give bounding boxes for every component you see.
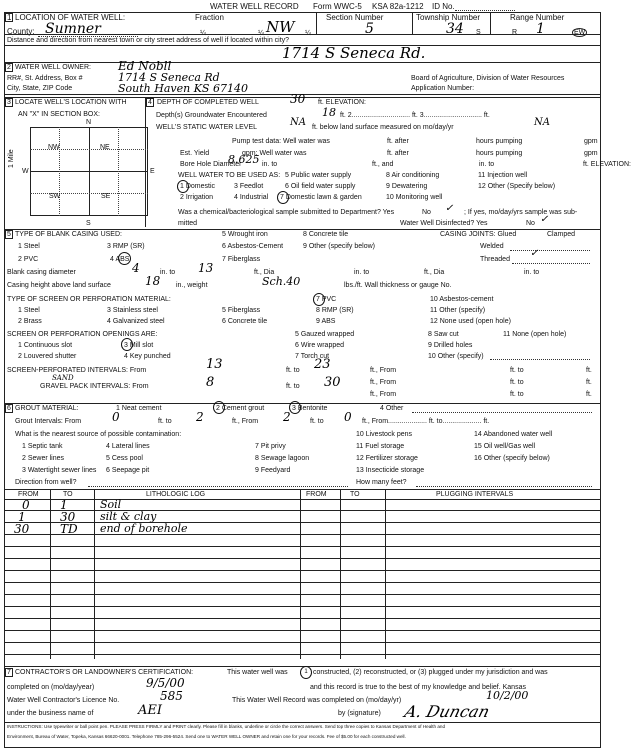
grout-1[interactable]: 1 Neat cement: [116, 405, 162, 412]
screen-6[interactable]: 6 Concrete tile: [222, 318, 268, 325]
quarter-2: ¼: [258, 30, 264, 37]
log-row-2-to[interactable]: 30: [60, 510, 76, 524]
weight-value[interactable]: Sch.40: [262, 275, 301, 288]
yield-after: ft. after: [387, 150, 409, 157]
yield-mid: gpm: Well water was: [242, 150, 307, 157]
log-row: [4, 595, 601, 607]
opening-11[interactable]: 11 None (open hole): [503, 331, 567, 338]
township-suffix: S: [476, 29, 481, 36]
diameter-in-to: in. to: [160, 269, 176, 276]
screen-to-value[interactable]: 23: [314, 357, 331, 372]
yield-hours: hours pumping: [476, 150, 523, 157]
diameter-to-value[interactable]: 13: [198, 261, 214, 275]
casing-6[interactable]: 6 Asbestos-Cement: [222, 243, 284, 250]
use-1[interactable]: 1 Domestic: [180, 183, 216, 190]
depth-label: DEPTH OF COMPLETED WELL: [157, 99, 259, 106]
diameter-ft-dia-2: ft., Dia: [424, 269, 445, 276]
screen-11[interactable]: 11 Other (specify): [430, 307, 486, 314]
screen-ft-to-3: ft. to: [510, 379, 524, 386]
board-label: Board of Agriculture, Division of Water Resources: [411, 75, 565, 82]
log-row: [4, 583, 601, 595]
contam-9[interactable]: 9 Feedyard: [255, 467, 291, 474]
log-row: [4, 571, 601, 583]
instructions-line-1: INSTRUCTIONS: Use typewriter or ball point pen. PLEASE PRESS FIRMLY and PRINT clearly. Please fill in blanks, underline or circle the correct answers. Send top three copies to Kansas Department of Health and: [7, 724, 446, 729]
location-label: LOCATION OF WATER WELL:: [15, 13, 126, 22]
use-11[interactable]: 11 Injection well: [478, 172, 528, 179]
static-level-label: WELL'S STATIC WATER LEVEL: [156, 124, 258, 131]
log-row: [4, 499, 601, 511]
screen-from-value[interactable]: 13: [206, 357, 223, 372]
diameter-label: Blank casing diameter: [7, 269, 76, 276]
groundwater-label: Depth(s) Groundwater Encountered: [156, 112, 267, 119]
contam-14[interactable]: 14 Abandoned water well: [474, 431, 553, 438]
screen-4[interactable]: 4 Galvanized steel: [107, 318, 165, 325]
bore-in-to-2: in. to: [479, 161, 495, 168]
casing-5[interactable]: 5 Wrought iron: [222, 231, 268, 238]
casing-1[interactable]: 1 Steel: [18, 243, 40, 250]
static-level-value[interactable]: NA: [290, 117, 306, 128]
lithologic-header: LITHOLOGIC LOG: [146, 491, 206, 498]
grout-intervals-label: Grout Intervals: From: [15, 418, 82, 425]
section-6-number: 6: [7, 405, 11, 412]
grout-ft-to-2: ft. to: [310, 418, 324, 425]
log-to-header-2: TO: [350, 491, 360, 498]
screen-intervals-label: SCREEN-PERFORATED INTERVALS: From: [7, 367, 147, 374]
log-row: [4, 619, 601, 631]
gravel-to-value[interactable]: 30: [324, 375, 341, 390]
bore-value[interactable]: 8.625: [228, 153, 260, 166]
joints-label: CASING JOINTS: Glued: [440, 231, 517, 238]
grout-ft-from-2: ft., From.................... ft. to.................... ft.: [362, 418, 490, 425]
certification-text-2: constructed, (2) reconstructed, or (3) plugged under my jurisdiction and was: [313, 669, 548, 676]
gravel-ft-to-2: ft. to: [510, 391, 524, 398]
log-row-3-to[interactable]: TD: [60, 522, 78, 536]
chem-mitted: mitted: [178, 220, 198, 227]
grout-ft-from-1: ft., From: [232, 418, 259, 425]
opening-5[interactable]: 5 Gauzed wrapped: [295, 331, 355, 338]
casing-label: TYPE OF BLANK CASING USED:: [15, 231, 122, 238]
range-value[interactable]: 1: [536, 21, 545, 37]
gravel-ft-to: ft. to: [286, 383, 300, 390]
joints-clamped[interactable]: Clamped: [547, 231, 576, 238]
record-value[interactable]: 10/2/00: [486, 689, 529, 702]
log-row-2-from[interactable]: 1: [18, 510, 26, 524]
contamination-question: What is the nearest source of possible contamination:: [15, 431, 182, 438]
quadrant-ne: NE: [100, 144, 110, 151]
screen-ft-end-2: ft.: [586, 379, 592, 386]
screen-ft-end: ft.: [586, 367, 592, 374]
grout-from-2[interactable]: 2: [283, 410, 291, 424]
quadrant-se: SE: [101, 193, 111, 200]
contam-2[interactable]: 2 Sewer lines: [22, 455, 65, 462]
log-row: [4, 559, 601, 571]
opening-3-circle: [121, 338, 133, 351]
opening-7[interactable]: 7 Torch cut: [295, 353, 330, 360]
groundwater-dots: ft. 2.............................. ft. 3.............................. ft.: [340, 112, 490, 119]
joints-threaded[interactable]: Threaded: [480, 256, 510, 263]
casing-3[interactable]: 3 RMP (SR): [107, 243, 145, 250]
contam-12[interactable]: 12 Fertilizer storage: [356, 455, 418, 462]
yield-gpm: gpm: [584, 150, 598, 157]
opening-3[interactable]: 3 Mill slot: [124, 342, 154, 349]
instructions-line-2: Environment, Bureau of Water, Topeka, Kansas 66620-0001. Telephone 785-296-5524. Send one to WATER WELL OWNER and retain one for your records. Fee of $5.00 for each constructed well.: [7, 734, 406, 739]
business-value[interactable]: AEI: [138, 703, 163, 718]
use-8[interactable]: 8 Air conditioning: [386, 172, 440, 179]
id-label: ID No.: [432, 2, 455, 11]
use-1-circle: [177, 180, 189, 193]
contam-6[interactable]: 6 Seepage pit: [106, 467, 150, 474]
gravel-intervals-label: GRAVEL PACK INTERVALS: From: [40, 383, 149, 390]
pump-hours: hours pumping: [476, 138, 523, 145]
screen-3[interactable]: 3 Stainless steel: [107, 307, 158, 314]
chem-no[interactable]: No: [422, 209, 431, 216]
screen-2[interactable]: 2 Brass: [18, 318, 42, 325]
certification-text-1: This water well was: [227, 669, 288, 676]
log-row-1-to[interactable]: 1: [60, 498, 68, 512]
certification-label: CONTRACTOR'S OR LANDOWNER'S CERTIFICATION:: [15, 669, 194, 676]
locate-label: LOCATE WELL'S LOCATION WITH: [15, 99, 127, 106]
screen-8[interactable]: 8 RMP (SR): [316, 307, 354, 314]
range-prefix: R: [512, 29, 518, 36]
grout-to-1[interactable]: 2: [196, 410, 204, 424]
county-label: County:: [7, 27, 35, 36]
contam-1[interactable]: 1 Septic tank: [22, 443, 63, 450]
grout-4[interactable]: 4 Other: [380, 405, 404, 412]
gravel-ft-from: ft., From: [370, 391, 397, 398]
distance-value[interactable]: 1714 S Seneca Rd.: [282, 44, 426, 62]
section-3-number: 3: [7, 99, 11, 106]
section-5-number: 5: [7, 231, 11, 238]
log-row: [4, 631, 601, 643]
contam-7[interactable]: 7 Pit privy: [255, 443, 286, 450]
use-12[interactable]: 12 Other (Specify below): [478, 183, 556, 190]
log-row-1-desc[interactable]: Soil: [100, 498, 122, 511]
casing-9[interactable]: 9 Other (specify below): [303, 243, 375, 250]
grout-2-circle: [213, 401, 225, 414]
screen-ft-from: ft., From: [370, 367, 397, 374]
log-row: [4, 643, 601, 655]
height-in-weight: in., weight: [176, 282, 208, 289]
owner-name[interactable]: Ed Nobll: [118, 59, 172, 73]
screen-label: TYPE OF SCREEN OR PERFORATION MATERIAL:: [7, 296, 171, 303]
grout-from-1[interactable]: 0: [112, 410, 120, 424]
screen-9[interactable]: 9 ABS: [316, 318, 336, 325]
elevation-label: ft. ELEVATION:: [318, 99, 366, 106]
depth-value[interactable]: 30: [290, 92, 306, 106]
completed-label: completed on (mo/day/year): [7, 684, 95, 691]
section-2-number: 2: [7, 64, 11, 71]
use-5[interactable]: 5 Public water supply: [285, 172, 352, 179]
contam-8[interactable]: 8 Sewage lagoon: [255, 455, 310, 462]
gravel-ft-end: ft.: [586, 391, 592, 398]
use-4[interactable]: 4 Industrial: [234, 194, 269, 201]
use-7-circle: [277, 191, 289, 204]
groundwater-value[interactable]: 18: [322, 106, 336, 119]
screen-12[interactable]: 12 None used (open hole): [430, 318, 511, 325]
opening-8[interactable]: 8 Saw cut: [428, 331, 459, 338]
contam-3[interactable]: 3 Watertight sewer lines: [22, 467, 97, 474]
quadrant-sw: SW: [49, 193, 61, 200]
static-suffix: ft. below land surface measured on mo/day/yr: [312, 124, 454, 131]
section-number-label: Section Number: [326, 13, 384, 22]
casing-8[interactable]: 8 Concrete tile: [303, 231, 349, 238]
bore-label: Bore Hole Diameter: [180, 161, 242, 168]
disinfected-no[interactable]: No: [526, 220, 535, 227]
threaded-check: ✓: [530, 248, 539, 259]
screen-ft-to: ft. to: [286, 367, 300, 374]
quarter-1: ¼: [200, 30, 206, 37]
disinfected-check: ✓: [540, 214, 549, 225]
joints-welded[interactable]: Welded: [480, 243, 504, 250]
log-from-header-2: FROM: [306, 491, 327, 498]
use-label: WELL WATER TO BE USED AS:: [178, 172, 281, 179]
casing-4-circle: [118, 252, 131, 265]
bore-ft-end: ft. ELEVATION:: [583, 161, 631, 168]
log-row: [4, 607, 601, 619]
township-label: Township Number: [416, 13, 481, 22]
screen-7[interactable]: 7 PVC: [316, 296, 337, 303]
diameter-in-to-2: in. to: [354, 269, 370, 276]
compass-e: E: [150, 168, 155, 175]
contam-4[interactable]: 4 Lateral lines: [106, 443, 150, 450]
quarter-3: ¼: [305, 30, 311, 37]
contam-5[interactable]: 5 Cess pool: [106, 455, 143, 462]
mile-label: 1 Mile: [8, 149, 15, 168]
screen-7-circle: [313, 293, 325, 306]
ksa-reference: KSA 82a-1212: [372, 2, 424, 11]
pump-gpm: gpm: [584, 138, 598, 145]
log-row: [4, 535, 601, 547]
signature-label: by (signature): [338, 710, 381, 717]
plugging-header: PLUGGING INTERVALS: [436, 491, 514, 498]
form-title: WATER WELL RECORD: [210, 2, 299, 11]
feet-label: How many feet?: [356, 479, 407, 486]
log-row-2-desc[interactable]: silt & clay: [100, 510, 157, 523]
screen-1[interactable]: 1 Steel: [18, 307, 40, 314]
use-10[interactable]: 10 Monitoring well: [386, 194, 443, 201]
chem-tail: ; If yes, mo/day/yrs sample was sub-: [464, 209, 578, 216]
height-value[interactable]: 18: [145, 274, 161, 288]
compass-w: W: [22, 168, 29, 175]
licence-value[interactable]: 585: [160, 689, 183, 703]
pump-label: Pump test data: Well water was: [232, 138, 330, 145]
grout-ft-to-1: ft. to: [158, 418, 172, 425]
openings-label: SCREEN OR PERFORATION OPENINGS ARE:: [7, 331, 158, 338]
contam-13[interactable]: 13 Insecticide storage: [356, 467, 425, 474]
screen-5[interactable]: 5 Fiberglass: [222, 307, 261, 314]
signature[interactable]: A. Duncan: [402, 702, 492, 721]
chem-question: Was a chemical/bacteriological sample submitted to Department? Yes: [178, 209, 395, 216]
opening-1[interactable]: 1 Continuous slot: [18, 342, 73, 349]
bore-ft-and: ft., and: [372, 161, 394, 168]
log-row: [4, 547, 601, 559]
log-row-3-from[interactable]: 30: [14, 522, 30, 536]
completed-value[interactable]: 9/5/00: [146, 676, 185, 690]
county-value[interactable]: Sumner: [45, 21, 101, 37]
diameter-value[interactable]: 4: [132, 261, 140, 275]
casing-2[interactable]: 2 PVC: [18, 256, 39, 263]
use-2[interactable]: 2 Irrigation: [180, 194, 214, 201]
diameter-in-to-3: in. to: [524, 269, 540, 276]
opening-9[interactable]: 9 Drilled holes: [428, 342, 473, 349]
sand-note: SAND: [52, 374, 74, 382]
section-number-value[interactable]: 5: [365, 21, 374, 37]
disinfected-label: Water Well Disinfected? Yes: [400, 220, 488, 227]
section-4-number: 4: [148, 99, 152, 106]
opening-10[interactable]: 10 Other (specify): [428, 353, 484, 360]
static-date[interactable]: NA: [534, 117, 550, 128]
screen-ft-to-2: ft. to: [510, 367, 524, 374]
owner-address[interactable]: 1714 S Seneca Rd: [118, 71, 220, 84]
form-number: Form WWC-5: [313, 2, 362, 11]
gravel-from-value[interactable]: 8: [206, 375, 215, 390]
compass-s: S: [86, 220, 91, 227]
casing-7[interactable]: 7 Fiberglass: [222, 256, 261, 263]
completed-tail: and this record is true to the best of my knowledge and belief. Kansas: [310, 684, 526, 691]
contam-11[interactable]: 11 Fuel storage: [356, 443, 405, 450]
section-1-number: 1: [7, 13, 12, 22]
chem-check: ✓: [445, 203, 454, 214]
bore-in-to: in. to: [262, 161, 278, 168]
quarter-value[interactable]: NW: [266, 18, 295, 36]
opening-4[interactable]: 4 Key punched: [124, 353, 171, 360]
use-6[interactable]: 6 Oil field water supply: [285, 183, 356, 190]
log-row: [4, 511, 601, 523]
screen-ft-from-2: ft., From: [370, 379, 397, 386]
pump-after: ft. after: [387, 138, 409, 145]
log-row-3-desc[interactable]: end of borehole: [100, 522, 188, 535]
use-9[interactable]: 9 Dewatering: [386, 183, 428, 190]
licence-label: Water Well Contractor's Licence No.: [7, 697, 120, 704]
contam-16[interactable]: 16 Other (specify below): [474, 455, 550, 462]
casing-4[interactable]: 4 ABS: [110, 256, 130, 263]
contam-10[interactable]: 10 Livestock pens: [356, 431, 413, 438]
opening-6[interactable]: 6 Wire wrapped: [295, 342, 345, 349]
section-7-number: 7: [7, 669, 11, 676]
grout-3[interactable]: 3 Bentonite: [292, 405, 328, 412]
log-row: [4, 523, 601, 535]
quadrant-nw: NW: [48, 144, 60, 151]
range-direction[interactable]: EW: [574, 29, 586, 36]
height-label: Casing height above land surface: [7, 282, 111, 289]
grout-to-2[interactable]: 0: [344, 410, 352, 424]
use-7[interactable]: 7 Domestic lawn & garden: [280, 194, 362, 201]
township-value[interactable]: 34: [446, 21, 464, 37]
address-label: RR#, St. Address, Box #: [7, 75, 83, 82]
diameter-ft-dia: ft., Dia: [254, 269, 275, 276]
log-to-header: TO: [63, 491, 73, 498]
use-3[interactable]: 3 Feedlot: [234, 183, 264, 190]
yield-label: Est. Yield: [180, 150, 210, 157]
range-label: Range Number: [510, 13, 565, 22]
locate-sublabel: AN "X" IN SECTION BOX:: [18, 111, 100, 118]
direction-label: Direction from well?: [15, 479, 77, 486]
weight-tail: lbs./ft. Wall thickness or gauge No.: [344, 282, 452, 289]
grout-2[interactable]: 2 Cement grout: [216, 405, 265, 412]
city-label: City, State, ZIP Code: [7, 85, 73, 92]
grout-label: GROUT MATERIAL:: [15, 405, 79, 412]
application-label: Application Number:: [411, 85, 475, 92]
business-label: under the business name of: [7, 710, 94, 717]
constructed-circle[interactable]: 1: [300, 666, 312, 679]
log-row-1-from[interactable]: 0: [22, 498, 30, 512]
opening-2[interactable]: 2 Louvered shutter: [18, 353, 77, 360]
compass-n: N: [86, 119, 92, 126]
contam-15[interactable]: 15 Oil well/Gas well: [474, 443, 536, 450]
owner-city[interactable]: South Haven KS 67140: [118, 82, 248, 95]
fraction-label: Fraction: [195, 13, 224, 22]
record-label: This Water Well Record was completed on (mo/day/yr): [232, 697, 402, 704]
owner-label: WATER WELL OWNER:: [15, 64, 91, 71]
distance-label: Distance and direction from nearest town or city street address of well if located within city?: [7, 37, 290, 44]
screen-10[interactable]: 10 Asbestos-cement: [430, 296, 494, 303]
log-from-header: FROM: [18, 491, 39, 498]
